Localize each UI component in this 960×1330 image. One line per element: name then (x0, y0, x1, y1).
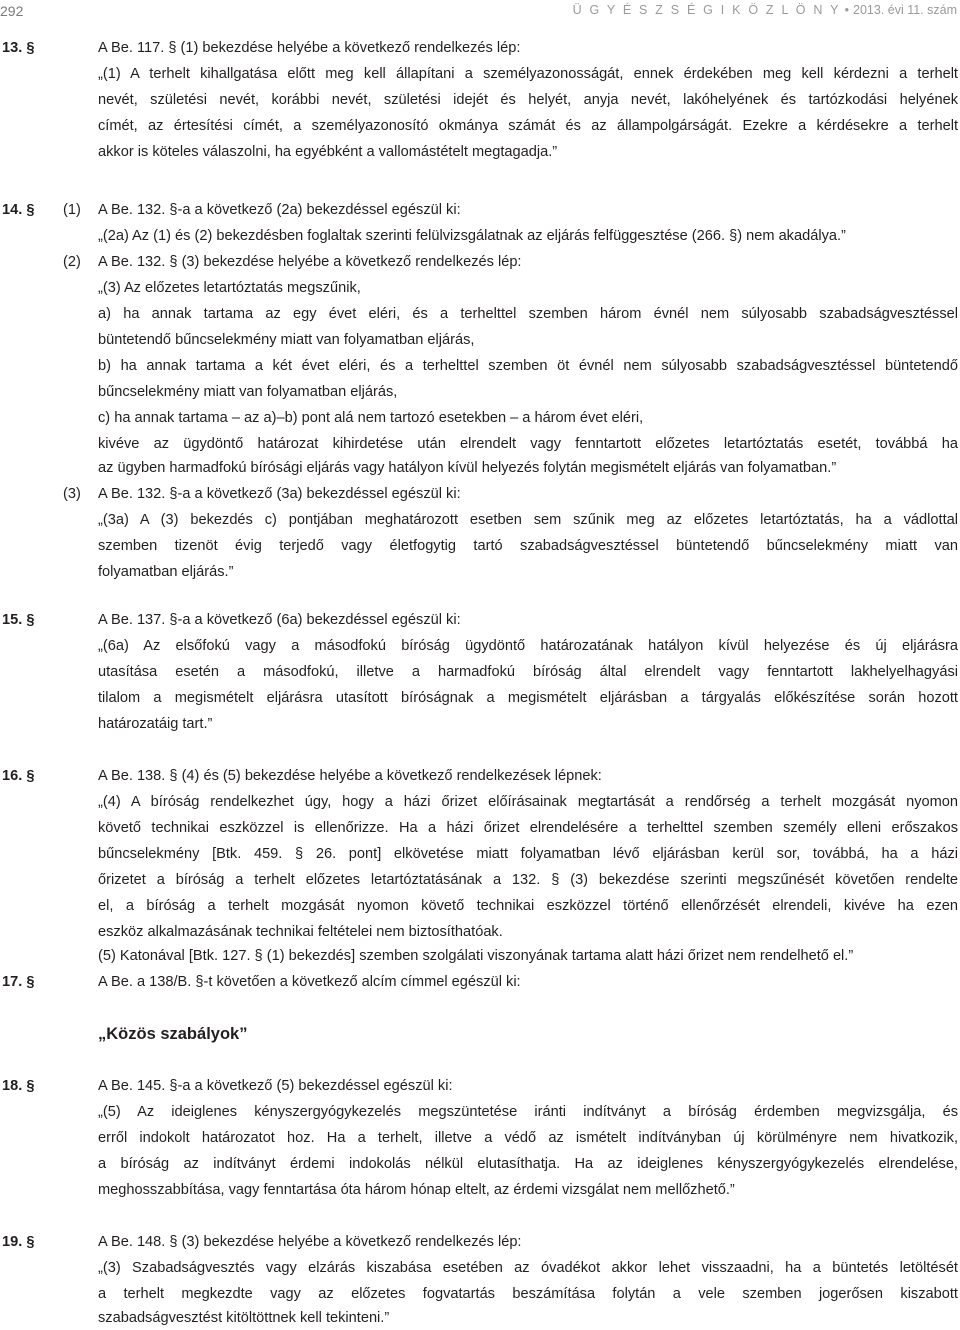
subsection-label: (3) (63, 486, 81, 502)
section-number-16: 16. § (2, 768, 35, 784)
section-number-18: 18. § (2, 1078, 35, 1094)
text-line: A Be. 117. § (1) bekezdése helyébe a következő rendelkezés lép: (98, 40, 521, 56)
text-line: büntetendő bűncselekmény miatt van folyamatban eljárás, (98, 332, 475, 348)
header-separator: • (844, 3, 849, 17)
text-line: eszköz alkalmazásának technikai feltételei nem biztosíthatóak. (98, 924, 503, 940)
text-line: az ügyben harmadfokú bírósági eljárás vagy hatályon kívül helyezés folytán megismételt eljárás van folyamatban.” (98, 460, 837, 476)
text-line: „(4) A bíróság rendelkezhet úgy, hogy a házi őrizet előírásainak megtartását a rendőrség a terhelt mozgását nyomon (98, 794, 958, 810)
text-line: a bíróság az indítványt érdemi indokolás nélkül elutasíthatja. Ha az ideiglenes kényszergyógykezelés elrendelése, (98, 1156, 958, 1172)
subtitle-heading: „Közös szabályok” (98, 1025, 248, 1043)
text-line: A Be. a 138/B. §-t követően a következő alcím címmel egészül ki: (98, 974, 521, 990)
text-line: szemben tizenöt évig terjedő vagy életfogytig tartó szabadságvesztéssel büntetendő bűncselekmény miatt van (98, 538, 958, 554)
text-line: A Be. 138. § (4) és (5) bekezdése helyébe a következő rendelkezések lépnek: (98, 768, 602, 784)
text-line: bűncselekmény miatt van folyamatban eljárás, (98, 384, 398, 400)
running-header (573, 3, 957, 17)
section-number-13: 13. § (2, 40, 35, 56)
text-line: nevét, születési nevét, korábbi nevét, születési idejét és helyét, anyja nevét, lakóhelyének és tartózkodási helyének (98, 92, 958, 108)
text-line: „(3a) A (3) bekezdés c) pontjában meghatározott esetben sem szűnik meg az előzetes letartóztatás, ha a vádlottal (98, 512, 958, 528)
text-line: őrizetet a bíróság a terhelt előzetes letartóztatásának a 132. § (3) bekezdése szerinti megszűnését követően rendelte (98, 872, 958, 888)
page-header (0, 0, 960, 22)
text-line: A Be. 132. § (3) bekezdése helyébe a következő rendelkezés lép: (98, 254, 522, 270)
text-line: el, a bíróság a terhelt mozgását nyomon követő technikai eszközzel történő ellenőrzését elrendeli, kivéve ha ezen (98, 898, 958, 914)
section-number-19: 19. § (2, 1234, 35, 1250)
text-line: határozatáig tart.” (98, 716, 213, 732)
text-line: a) ha annak tartama az egy évet eléri, és a terhelttel szemben három évnél nem súlyosabb szabadságvesztéssel (98, 306, 958, 322)
text-line: A Be. 148. § (3) bekezdése helyébe a következő rendelkezés lép: (98, 1234, 522, 1250)
text-line: tilalom a megismételt eljárásra utasított bíróságnak a megismételt eljárásban a tárgyalás előkészítése során hozott (98, 690, 958, 706)
text-line: címét, az értesítési címét, a személyazonosító okmánya számát és az állampolgárságát. Ezekre a kérdésekre a terhelt (98, 118, 958, 134)
subsection-label: (2) (63, 254, 81, 270)
text-line: folyamatban eljárás.” (98, 564, 234, 580)
text-line: (5) Katonával [Btk. 127. § (1) bekezdés] szemben szolgálati viszonyának tartama alatt házi őrizet nem rendelhető el.” (98, 948, 854, 964)
text-line: követő technikai eszközzel is ellenőrizze. Ha a házi őrizet elrendelésére a terhelttel szemben személy elleni erőszakos (98, 820, 958, 836)
subsection-label: (1) (63, 202, 81, 218)
text-line: akkor is köteles válaszolni, ha egyébként a vallomástételt megtagadja.” (98, 144, 558, 160)
text-line: „(3) Az előzetes letartóztatás megszűnik, (98, 280, 361, 296)
text-line: c) ha annak tartama – az a)–b) pont alá nem tartozó esetekben – a három évet eléri, (98, 410, 644, 426)
text-line: A Be. 137. §-a a következő (6a) bekezdéssel egészül ki: (98, 612, 461, 628)
section-number-15: 15. § (2, 612, 35, 628)
text-line: szabadságvesztést kitöltöttnek kell tekinteni.” (98, 1310, 390, 1326)
text-line: „(6a) Az elsőfokú vagy a másodfokú bíróság ügydöntő határozatának hatályon kívül helyezése és új eljárásra (98, 638, 958, 654)
text-line: „(2a) Az (1) és (2) bekezdésben foglaltak szerinti felülvizsgálatnak az eljárás felfüggesztése (266. §) nem akadálya.” (98, 228, 846, 244)
text-line: erről indokolt határozatot hoz. Ha a terhelt, illetve a védő az ismételt indítványban új körülményre nem hivatkozik, (98, 1130, 958, 1146)
text-line: a terhelt megkezdte vagy az előzetes fogvatartás beszámítása folytán a vele szemben jogerősen kiszabott (98, 1286, 958, 1302)
text-line: kivéve az ügydöntő határozat kihirdetése után elrendelt vagy fenntartott előzetes letartóztatás esetét, továbbá ha (98, 436, 958, 452)
text-line: „(1) A terhelt kihallgatása előtt meg kell állapítani a személyazonosságát, ennek érdekében meg kell kérdezni a terhelt (98, 66, 958, 82)
text-line: bűncselekmény [Btk. 459. § 26. pont] elkövetése miatt folyamatban lévő eljárásban kerül sor, továbbá, ha a házi (98, 846, 958, 862)
text-line: b) ha annak tartama a két évet eléri, és a terhelttel szemben öt évnél nem súlyosabb szabadságvesztéssel büntetendő (98, 358, 958, 374)
page-number: 292 (0, 3, 24, 19)
issue-date: 2013. évi 11. szám (853, 3, 957, 17)
text-line: A Be. 145. §-a a következő (5) bekezdéssel egészül ki: (98, 1078, 453, 1094)
text-line: A Be. 132. §-a a következő (3a) bekezdéssel egészül ki: (98, 486, 461, 502)
text-line: „(3) Szabadságvesztés vagy elzárás kiszabása esetében az óvadékot akkor lehet visszaadni, ha a büntetés letöltését (98, 1260, 958, 1276)
journal-title: Ü G Y É S Z S É G I K Ö Z L Ö N Y (572, 3, 841, 17)
text-line: meghosszabbítása, vagy fenntartása óta három hónap eltelt, az érdemi vizsgálat nem mellőzhető.” (98, 1182, 735, 1198)
text-line: A Be. 132. §-a a következő (2a) bekezdéssel egészül ki: (98, 202, 461, 218)
section-number-14: 14. § (2, 202, 35, 218)
text-line: utasítása esetén a másodfokú, illetve a harmadfokú bíróság által elrendelt vagy fenntartott lakhelyelhagyási (98, 664, 958, 680)
text-line: „(5) Az ideiglenes kényszergyógykezelés megszüntetése iránti indítványt a bíróság érdemben megvizsgálja, és (98, 1104, 958, 1120)
section-number-17: 17. § (2, 974, 35, 990)
